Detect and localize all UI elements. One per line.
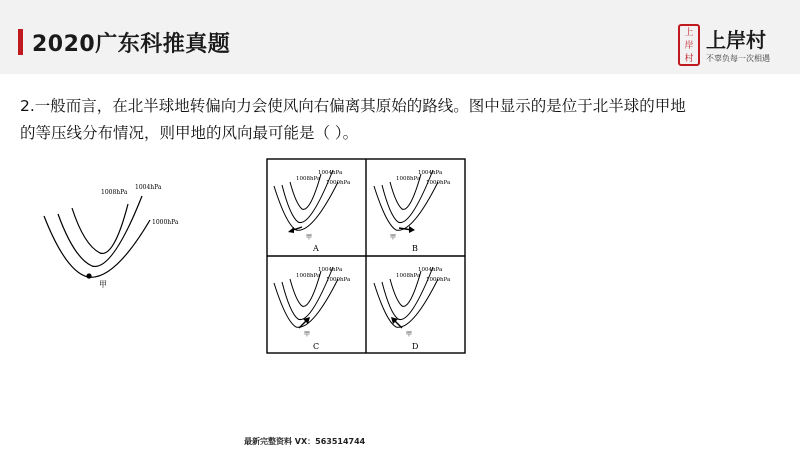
question-text <box>20 93 790 147</box>
isobar-1000 <box>44 216 150 277</box>
option-panel-a <box>274 170 351 253</box>
page-title: 2020广东科推真题 <box>32 32 231 57</box>
label-jia: 甲 <box>99 280 107 289</box>
svg-text:1008hPa: 1008hPa <box>296 273 321 279</box>
svg-text:甲: 甲 <box>406 331 413 338</box>
svg-text:1004hPa: 1004hPa <box>418 267 443 273</box>
svg-text:1004hPa: 1004hPa <box>418 170 443 176</box>
svg-text:1000hPa: 1000hPa <box>426 180 451 186</box>
svg-text:甲: 甲 <box>390 234 397 241</box>
label-1000: 1000hPa <box>152 219 179 226</box>
option-label-b: B <box>412 244 418 253</box>
header-band <box>0 0 800 74</box>
svg-text:甲: 甲 <box>304 331 311 338</box>
svg-text:1004hPa: 1004hPa <box>318 170 343 176</box>
options-grid <box>266 158 470 358</box>
option-label-c: C <box>313 342 320 351</box>
title-accent-bar <box>18 29 23 55</box>
option-label-a: A <box>313 244 319 253</box>
logo-name: 上岸村 <box>706 28 766 52</box>
option-label-d: D <box>412 342 419 351</box>
option-panel-d <box>374 267 451 351</box>
logo-slogan: 不辜负每一次相遇 <box>706 54 770 63</box>
svg-text:1000hPa: 1000hPa <box>326 180 351 186</box>
isobar-1004 <box>58 196 142 266</box>
svg-text:1008hPa: 1008hPa <box>396 176 421 182</box>
svg-text:1004hPa: 1004hPa <box>318 267 343 273</box>
logo-seal-icon: 上 岸 村 <box>678 24 700 66</box>
svg-text:1000hPa: 1000hPa <box>426 277 451 283</box>
label-1004: 1004hPa <box>135 184 162 191</box>
svg-text:甲: 甲 <box>306 234 313 241</box>
option-panel-c <box>274 267 351 351</box>
svg-text:1008hPa: 1008hPa <box>296 176 321 182</box>
isobar-1008 <box>72 204 128 253</box>
isobar-figure <box>38 180 208 295</box>
svg-text:1008hPa: 1008hPa <box>396 273 421 279</box>
option-panel-b <box>374 170 451 253</box>
point-jia-marker <box>86 273 91 278</box>
question-line-2: 的等压线分布情况，则甲地的风向最可能是（ ）。 <box>20 124 359 142</box>
svg-text:1000hPa: 1000hPa <box>326 277 351 283</box>
question-line-1: 2.一般而言，在北半球地转偏向力会使风向右偏离其原始的路线。图中显示的是位于北半球的甲地 <box>20 97 686 115</box>
footer-contact: 最新完整资料 VX：563514744 <box>244 437 366 446</box>
label-1008: 1008hPa <box>101 189 128 196</box>
